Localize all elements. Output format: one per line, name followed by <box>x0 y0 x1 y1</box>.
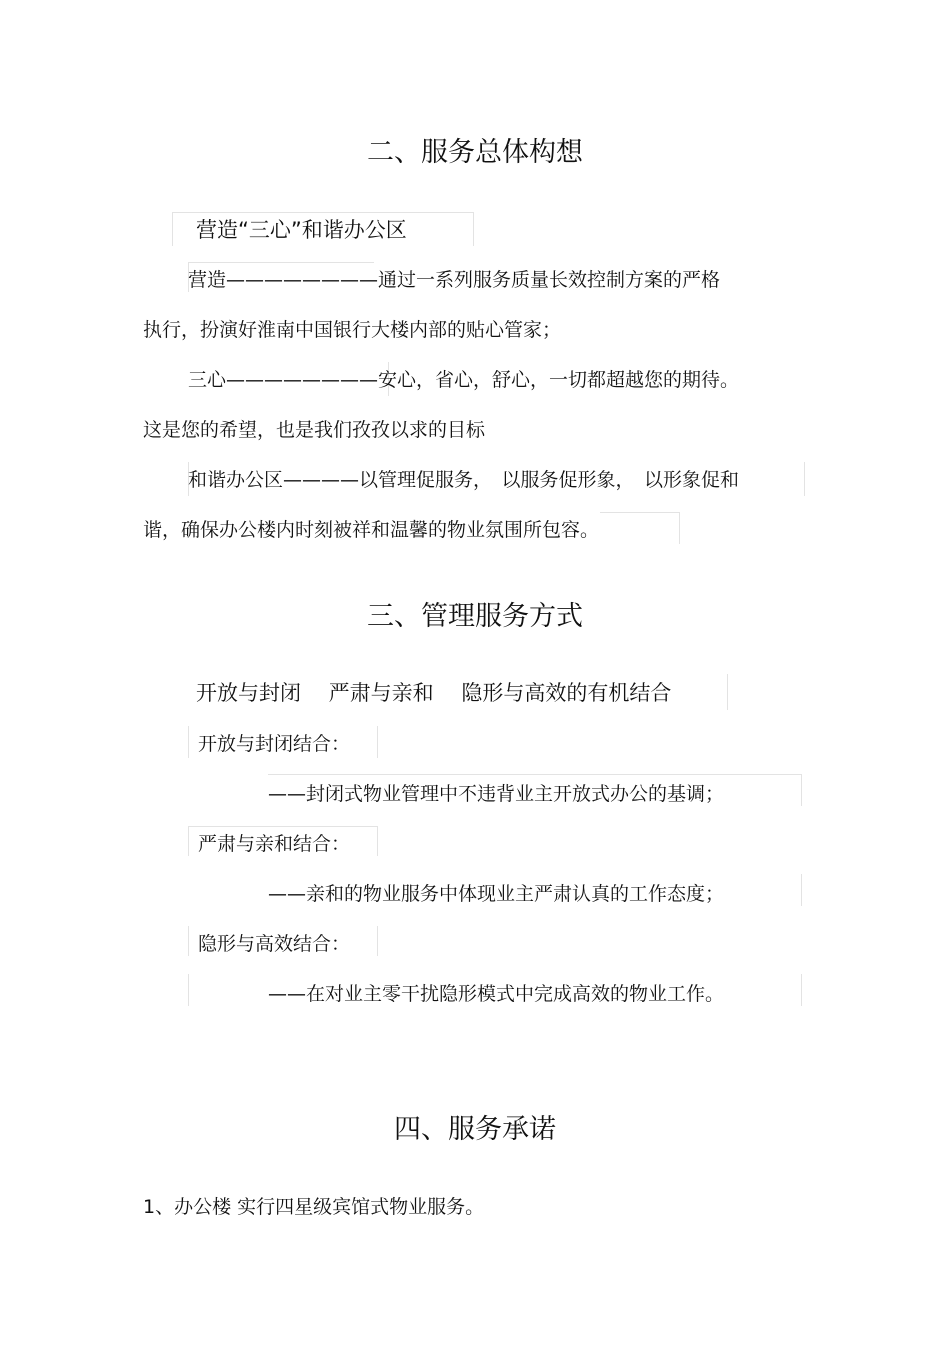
section3-title: 三、管理服务方式 <box>367 601 583 632</box>
method-label-invisible-efficient: 隐形与高效结合： <box>198 933 351 955</box>
section2-paragraph-line: 这是您的希望，也是我们孜孜以求的目标 <box>143 419 486 441</box>
section3-subtitle: 开放与封闭 严肃与亲和 隐形与高效的有机结合 <box>196 681 672 705</box>
method-desc-invisible-efficient: ——在对业主零干扰隐形模式中完成高效的物业工作。 <box>268 983 725 1005</box>
section2-paragraph-line: 执行，扮演好淮南中国银行大楼内部的贴心管家； <box>143 319 562 341</box>
method-label-open-closed: 开放与封闭结合： <box>198 733 351 755</box>
section2-paragraph-line: 三心————————安心，省心，舒心，一切都超越您的期待。 <box>188 369 740 391</box>
section2-paragraph-line: 谐，确保办公楼内时刻被祥和温馨的物业氛围所包容。 <box>143 519 600 541</box>
method-desc-serious-friendly: ——亲和的物业服务中体现业主严肃认真的工作态度； <box>268 883 725 905</box>
section2-paragraph-line: 和谐办公区————以管理促服务， 以服务促形象， 以形象促和 <box>188 469 740 491</box>
method-label-serious-friendly: 严肃与亲和结合： <box>198 833 351 855</box>
section4-title: 四、服务承诺 <box>394 1114 556 1145</box>
commitment-item: 1、办公楼 实行四星级宾馆式物业服务。 <box>143 1196 485 1218</box>
section2-title: 二、服务总体构想 <box>367 137 583 168</box>
section2-subtitle: 营造“三心”和谐办公区 <box>196 218 407 242</box>
method-desc-open-closed: ——封闭式物业管理中不违背业主开放式办公的基调； <box>268 783 725 805</box>
section2-paragraph-line: 营造————————通过一系列服务质量长效控制方案的严格 <box>188 269 721 291</box>
